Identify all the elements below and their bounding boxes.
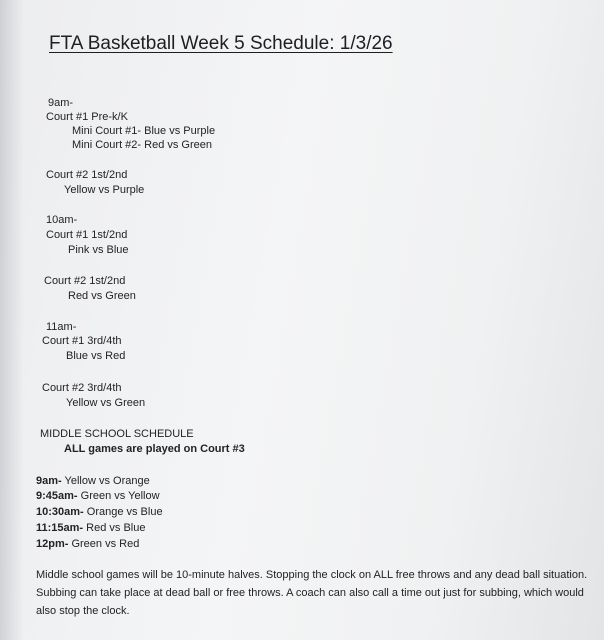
court2-11am-game: Yellow vs Green xyxy=(66,397,146,409)
ms-game-matchup: Red vs Blue xyxy=(83,522,146,534)
court1-10am-game: Pink vs Blue xyxy=(68,244,129,256)
time-10am: 10am- xyxy=(46,214,78,226)
court1-11am: Court #1 3rd/4th xyxy=(42,335,122,347)
middle-school-heading: MIDDLE SCHOOL SCHEDULE xyxy=(40,428,194,440)
court1-11am-game: Blue vs Red xyxy=(66,350,126,362)
rules-paragraph: Middle school games will be 10-minute halves. Stopping the clock on ALL free throws and any dead ball situation. Subbing can take place at dead ball or free throws. A coach can also call a time out just for subbing, which would also stop the clock. xyxy=(36,569,588,617)
court1-9am: Court #1 Pre-k/K xyxy=(46,111,128,123)
ms-game-matchup: Green vs Yellow xyxy=(77,490,160,502)
court2-10am: Court #2 1st/2nd xyxy=(44,275,126,287)
ms-game-row xyxy=(36,474,150,488)
ms-game-matchup: Orange vs Blue xyxy=(83,506,163,518)
time-11am: 11am- xyxy=(46,321,77,333)
ms-game-time: 11:15am- xyxy=(36,522,84,534)
ms-game-time: 9:45am- xyxy=(36,490,78,502)
ms-game-time: 10:30am- xyxy=(36,506,84,518)
document-title: FTA Basketball Week 5 Schedule: 1/3/26 xyxy=(49,33,393,54)
ms-game-row xyxy=(36,537,139,551)
court2-9am: Court #2 1st/2nd xyxy=(46,169,128,181)
court2-9am-game: Yellow vs Purple xyxy=(64,184,145,196)
ms-game-time: 12pm- xyxy=(36,538,69,550)
ms-game-matchup: Yellow vs Orange xyxy=(61,475,150,487)
time-9am: 9am- xyxy=(48,97,74,109)
ms-game-row xyxy=(36,505,163,519)
court2-10am-game: Red vs Green xyxy=(68,290,136,302)
court1-10am: Court #1 1st/2nd xyxy=(46,229,128,241)
court3-note: ALL games are played on Court #3 xyxy=(64,443,245,455)
paper-shadow xyxy=(0,0,24,640)
mini-court-2-game: Mini Court #2- Red vs Green xyxy=(72,139,212,151)
court2-11am: Court #2 3rd/4th xyxy=(42,382,122,394)
ms-game-row xyxy=(36,489,160,503)
ms-game-row xyxy=(36,521,145,535)
mini-court-1-game: Mini Court #1- Blue vs Purple xyxy=(72,125,216,137)
ms-game-matchup: Green vs Red xyxy=(68,538,140,550)
ms-game-time: 9am- xyxy=(36,475,62,487)
